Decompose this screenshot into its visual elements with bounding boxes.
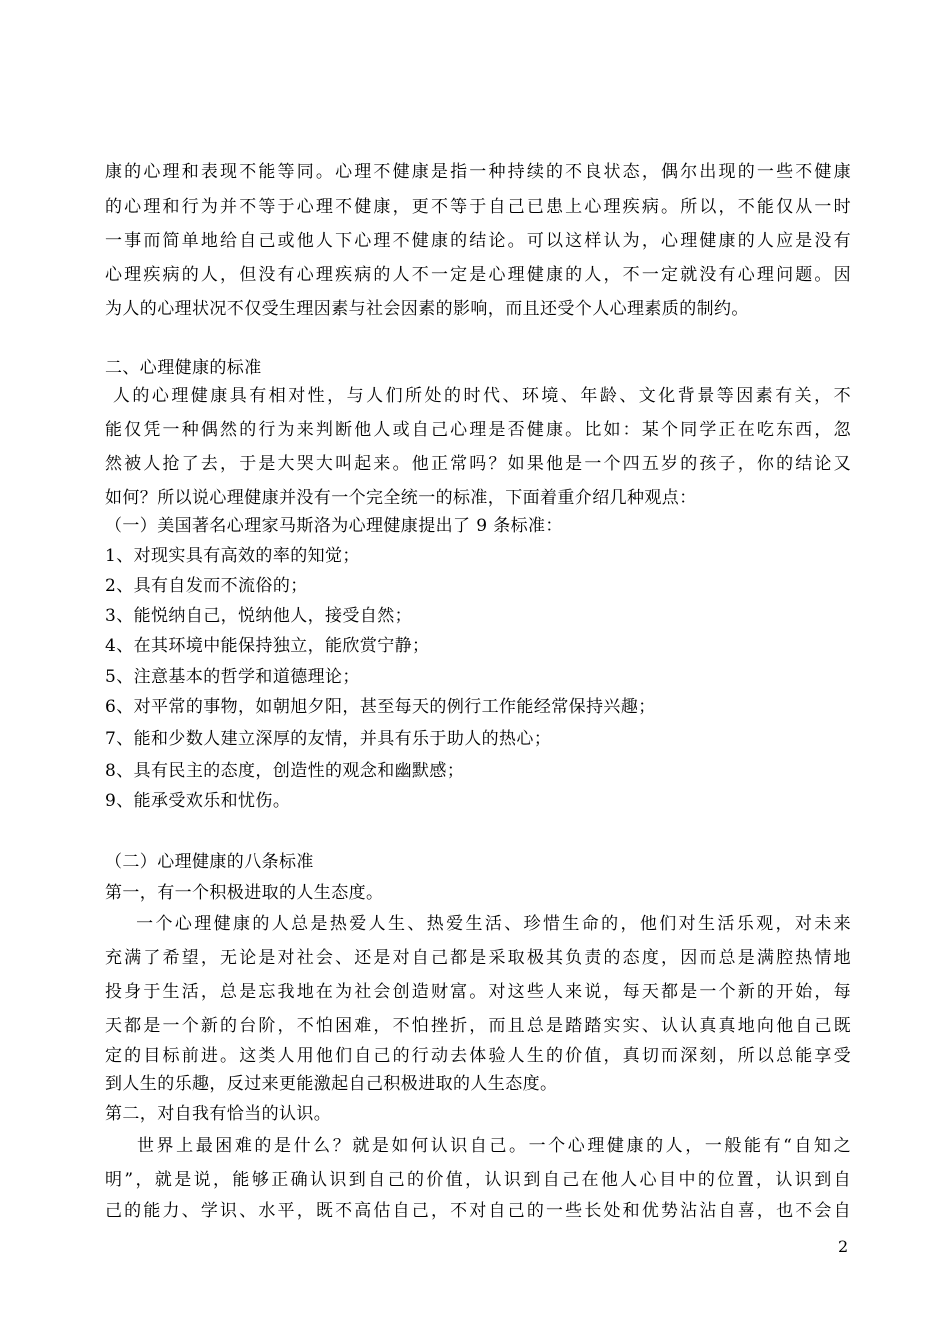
point-paragraph-line: 充满了希望，无论是对社会、还是对自己都是采取极其负责的态度，因而总是满腔热情地 (105, 948, 851, 968)
section-paragraph-line: 人的心理健康具有相对性，与人们所处的时代、环境、年龄、文化背景等因素有关，不 (105, 386, 851, 406)
point-paragraph-line: 一个心理健康的人总是热爱人生、热爱生活、珍惜生命的，他们对生活乐观，对未来 (105, 914, 851, 934)
intro-line: 一事而简单地给自己或他人下心理不健康的结论。可以这样认为，心理健康的人应是没有 (105, 231, 851, 251)
intro-line: 为人的心理状况不仅受生理因素与社会因素的影响，而且还受个人心理素质的制约。 (105, 299, 749, 319)
point-paragraph-line: 到人生的乐趣，反过来更能激起自己积极进取的人生态度。 (105, 1074, 558, 1094)
section-paragraph-line: 如何？所以说心理健康并没有一个完全统一的标准，下面着重介绍几种观点： (105, 488, 697, 508)
list-item: 5、注意基本的哲学和道德理论； (105, 667, 360, 687)
list-item: 6、对平常的事物，如朝旭夕阳，甚至每天的例行工作能经常保持兴趣； (105, 697, 656, 717)
intro-line: 心理疾病的人，但没有心理疾病的人不一定是心理健康的人，不一定就没有心理问题。因 (105, 265, 851, 285)
list-item: 9、能承受欢乐和忧伤。 (105, 791, 291, 811)
point-paragraph-line: 明”，就是说，能够正确认识到自己的价值，认识到自己在他人心目中的位置，认识到自 (105, 1170, 851, 1190)
section-paragraph-line: 能仅凭一种偶然的行为来判断他人或自己心理是否健康。比如：某个同学正在吃东西，忽 (105, 420, 851, 440)
intro-line: 康的心理和表现不能等同。心理不健康是指一种持续的不良状态，偶尔出现的一些不健康 (105, 162, 851, 182)
list-item: 7、能和少数人建立深厚的友情，并具有乐于助人的热心； (105, 729, 552, 749)
point-paragraph-line: 定的目标前进。这类人用他们自己的行动去体验人生的价值，真切而深刻，所以总能享受 (105, 1046, 851, 1066)
list-item: 2、具有自发而不流俗的； (105, 576, 308, 596)
point-paragraph-line: 投身于生活，总是忘我地在为社会创造财富。对这些人来说，每天都是一个新的开始，每 (105, 982, 851, 1002)
list-item: 1、对现实具有高效的率的知觉； (105, 546, 360, 566)
list-item: 3、能悦纳自己，悦纳他人，接受自然； (105, 606, 413, 626)
section-heading: 二、心理健康的标准 (105, 358, 262, 378)
page-number: 2 (838, 1237, 849, 1256)
point-paragraph-line: 天都是一个新的台阶，不怕困难，不怕挫折，而且总是踏踏实实、认认真真地向他自己既 (105, 1016, 851, 1036)
list-item: 4、在其环境中能保持独立，能欣赏宁静； (105, 636, 430, 656)
point-paragraph-line: 世界上最困难的是什么？就是如何认识自己。一个心理健康的人，一般能有“自知之 (105, 1136, 851, 1156)
point-heading: 第二，对自我有恰当的认识。 (105, 1104, 332, 1124)
point-heading: 第一，有一个积极进取的人生态度。 (105, 883, 384, 903)
subsection-heading: （二）心理健康的八条标准 (105, 852, 314, 872)
section-paragraph-line: 然被人抢了去，于是大哭大叫起来。他正常吗？如果他是一个四五岁的孩子，你的结论又 (105, 454, 851, 474)
intro-line: 的心理和行为并不等于心理不健康，更不等于自己已患上心理疾病。所以，不能仅从一时 (105, 197, 851, 217)
list-item: 8、具有民主的态度，创造性的观念和幽默感； (105, 761, 465, 781)
point-paragraph-line: 己的能力、学识、水平，既不高估自己，不对自己的一些长处和优势沾沾自喜，也不会自 (105, 1201, 851, 1221)
subsection-heading: （一）美国著名心理家马斯洛为心理健康提出了 9 条标准： (105, 516, 563, 536)
